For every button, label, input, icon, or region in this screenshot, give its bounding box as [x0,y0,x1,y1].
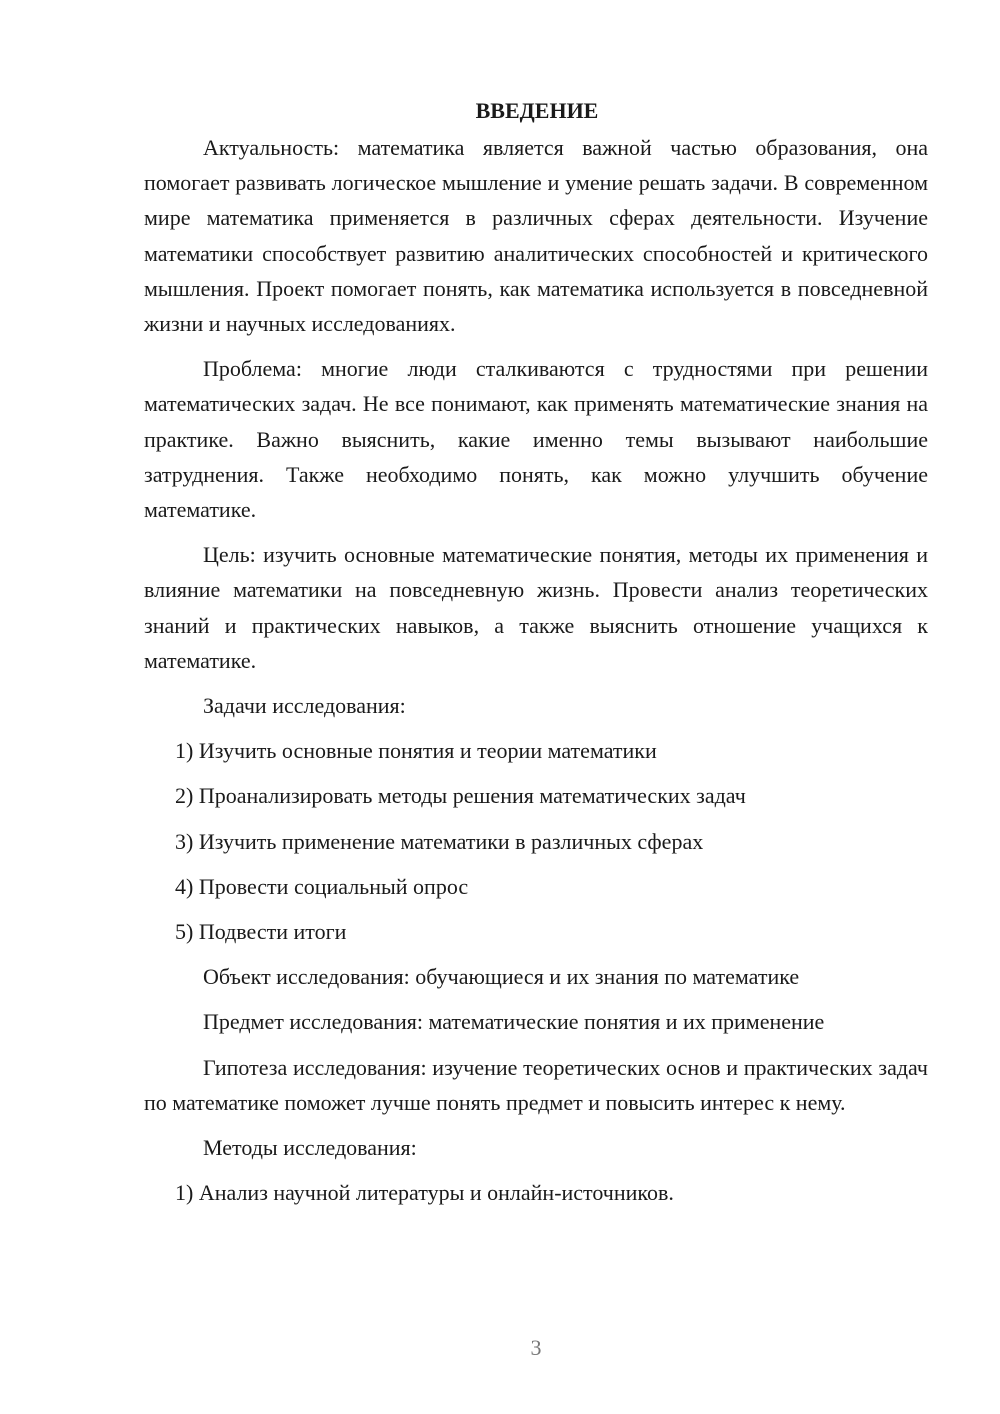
hypothesis-paragraph: Гипотеза исследования: изучение теоретических основ и практических задач по математике поможет лучше понять предмет и повысить интерес к нему. [144,1054,928,1115]
research-subject: Предмет исследования: математические понятия и их применение [203,1009,825,1035]
task-item-5: 5) Подвести итоги [175,919,347,945]
goal-paragraph: Цель: изучить основные математические понятия, методы их применения и влияние математики на повседневную жизнь. Провести анализ теоретических знаний и практических навыков, а также выяснить отношение учащихся к математике. [144,542,928,673]
research-object: Объект исследования: обучающиеся и их знания по математике [203,964,800,990]
page-content [144,94,928,1220]
task-item-4: 4) Провести социальный опрос [175,873,469,899]
relevance-paragraph: Актуальность: математика является важной частью образования, она помогает развивать логическое мышление и умение решать задачи. В современном мире математика применяется в различных сферах деятельности. Изучение математики способствует развитию аналитических способностей и критического мышления. Проект помогает понять, как математика используется в повседневной жизни и научных исследованиях. [144,135,928,337]
section-title: ВВЕДЕНИЕ [475,98,599,123]
tasks-heading: Задачи исследования: [203,693,406,719]
task-item-2: 2) Проанализировать методы решения математических задач [175,783,746,809]
page-number: 3 [530,1335,542,1360]
problem-paragraph: Проблема: многие люди сталкиваются с трудностями при решении математических задач. Не все понимают, как применять математические знания на практике. Важно выяснить, какие именно темы вызывают наибольшие затруднения. Также необходимо понять, как можно улучшить обучение математике. [144,356,928,523]
method-item-1: 1) Анализ научной литературы и онлайн-источников. [175,1180,674,1206]
task-item-1: 1) Изучить основные понятия и теории математики [175,738,657,764]
task-item-3: 3) Изучить применение математики в различных сферах [175,828,704,854]
methods-heading: Методы исследования: [203,1135,417,1161]
